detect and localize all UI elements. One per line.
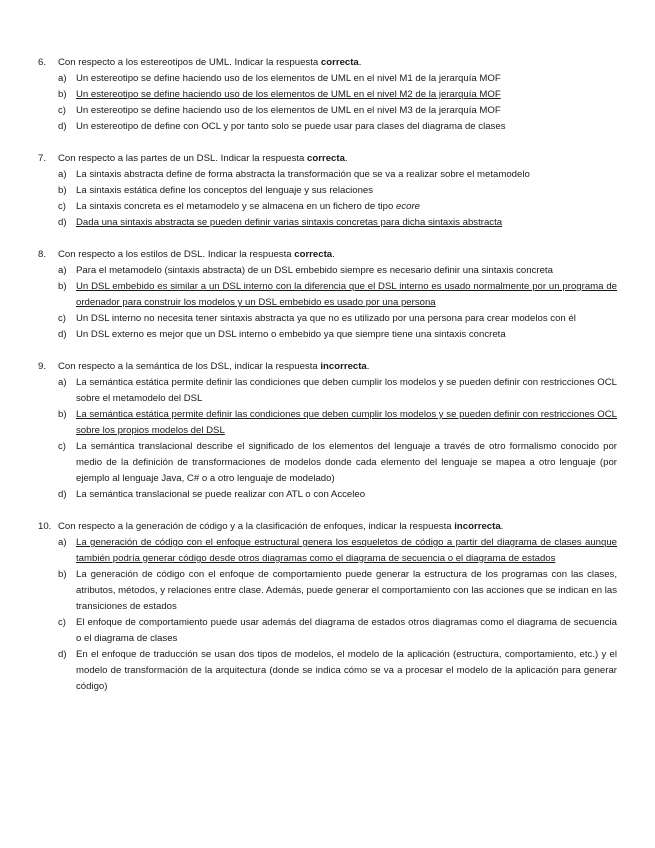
option-text: La generación de código con el enfoque de comportamiento puede generar la estructura de los programas con las clases, atributos, métodos, y relaciones entre clase. Además, puede generar el comportamiento con las acciones que se indican en las transiciones de estados (76, 569, 617, 612)
question-prompt (58, 247, 617, 263)
option-text: Un estereotipo se define haciendo uso de los elementos de UML en el nivel M3 de la jerarquía MOF (76, 105, 501, 116)
option-text: La sintaxis estática define los conceptos del lenguaje y sus relaciones (76, 185, 374, 196)
options-list (38, 71, 617, 135)
option-letter: b) (58, 569, 67, 580)
prompt-end: . (332, 249, 335, 260)
option-c (58, 439, 617, 487)
option-text-main: La sintaxis concreta es el metamodelo y se almacena en un fichero de tipo (76, 201, 396, 212)
option-text-italic: ecore (395, 201, 420, 212)
question-8 (38, 247, 617, 343)
option-letter: d) (58, 649, 67, 660)
option-c (58, 103, 617, 119)
option-text: La semántica translacional describe el significado de los elementos del lenguaje a través de otro formalismo conocido por medio de la definición de transformaciones de modelos donde cada elemento del lenguaje se mapea a otro lenguaje (por ejemplo al lenguaje Java, C# o a otro lenguaje de modelado) (76, 441, 617, 484)
question-prompt (58, 151, 617, 167)
option-d (58, 119, 617, 135)
question-number: 8. (38, 249, 47, 260)
option-d (58, 487, 617, 503)
prompt-keyword: incorrecta (320, 361, 367, 372)
option-letter: a) (58, 73, 67, 84)
option-b (58, 183, 617, 199)
option-letter: b) (58, 185, 67, 196)
option-text: Un DSL interno no necesita tener sintaxis abstracta ya que no es utilizado por una persona para crear modelos con él (76, 313, 576, 324)
options-list (38, 375, 617, 503)
option-letter: c) (58, 105, 66, 116)
question-number: 9. (38, 361, 47, 372)
option-text-correct: Un DSL embebido es similar a un DSL interno con la diferencia que el DSL interno es usado normalmente por un programa de ordenador para construir los modelos y un DSL embebido es usado por una persona (76, 281, 617, 308)
options-list (38, 167, 617, 231)
option-d (58, 327, 617, 343)
option-text-correct: Un estereotipo se define haciendo uso de los elementos de UML en el nivel M2 de la jerarquía MOF (76, 89, 501, 100)
option-b (58, 87, 617, 103)
question-9 (38, 359, 617, 503)
prompt-keyword: incorrecta (454, 521, 501, 532)
option-letter: b) (58, 409, 67, 420)
options-list (38, 535, 617, 695)
question-number: 6. (38, 57, 47, 68)
option-text: En el enfoque de traducción se usan dos tipos de modelos, el modelo de la aplicación (estructura, comportamiento, etc.) y el modelo de transformación de la arquitectura (donde se indica cómo se va a procesar el modelo de la aplicación para generar código) (76, 649, 617, 692)
option-a (58, 375, 617, 407)
option-text: La semántica estática permite definir las condiciones que deben cumplir los modelos y se pueden definir con restricciones OCL sobre el metamodelo del DSL (76, 377, 617, 404)
option-c (58, 311, 617, 327)
prompt-text: Con respecto a los estilos de DSL. Indicar la respuesta (58, 249, 295, 260)
prompt-text: Con respecto a los estereotipos de UML. Indicar la respuesta (58, 57, 321, 68)
prompt-text: Con respecto a la generación de código y a la clasificación de enfoques, indicar la respuesta (58, 521, 455, 532)
option-text: El enfoque de comportamiento puede usar además del diagrama de estados otros diagramas como el diagrama de secuencia o el diagrama de clases (76, 617, 617, 644)
option-letter: c) (58, 441, 66, 452)
option-d (58, 215, 617, 231)
option-text-correct: Dada una sintaxis abstracta se pueden definir varias sintaxis concretas para dicha sintaxis abstracta (76, 217, 503, 228)
option-letter: d) (58, 489, 67, 500)
options-list (38, 263, 617, 343)
prompt-end: . (366, 361, 370, 372)
option-letter: d) (58, 329, 67, 340)
option-a (58, 535, 617, 567)
prompt-text: Con respecto a la semántica de los DSL, indicar la respuesta (58, 361, 321, 372)
question-prompt (58, 55, 617, 71)
option-b (58, 279, 617, 311)
question-prompt (58, 359, 617, 375)
option-text: Un estereotipo de define con OCL y por tanto solo se puede usar para clases del diagrama de clases (76, 121, 506, 132)
question-prompt (58, 519, 617, 535)
option-text (76, 199, 617, 215)
option-text-correct: La generación de código con el enfoque estructural genera los esqueletos de código a partir del diagrama de clases aunque también podría generar código desde otros diagramas como el diagrama de secuencia o el diagrama de estados (76, 537, 617, 564)
option-letter: c) (58, 617, 66, 628)
option-text: Para el metamodelo (sintaxis abstracta) de un DSL embebido siempre es necesario definir una sintaxis concreta (76, 265, 553, 276)
option-a (58, 71, 617, 87)
prompt-end: . (358, 57, 362, 68)
option-c (58, 615, 617, 647)
prompt-end: . (500, 521, 504, 532)
option-b (58, 407, 617, 439)
option-letter: c) (58, 201, 66, 212)
option-text: La semántica translacional se puede realizar con ATL o con Acceleo (76, 489, 366, 500)
option-b (58, 567, 617, 615)
option-d (58, 647, 617, 695)
prompt-keyword: correcta (320, 57, 359, 68)
prompt-end: . (344, 153, 348, 164)
option-letter: c) (58, 313, 66, 324)
option-text: Un DSL externo es mejor que un DSL interno o embebido ya que siempre tiene una sintaxis concreta (76, 329, 506, 340)
question-6 (38, 55, 617, 135)
option-letter: a) (58, 265, 67, 276)
option-c (58, 199, 617, 215)
option-a (58, 263, 617, 279)
option-letter: d) (58, 121, 67, 132)
option-text-correct: La semántica estática permite definir las condiciones que deben cumplir los modelos y se pueden definir con restricciones OCL sobre los propios modelos del DSL (76, 409, 617, 436)
option-letter: a) (58, 169, 67, 180)
prompt-keyword: correcta (307, 153, 345, 164)
option-text: La sintaxis abstracta define de forma abstracta la transformación que se va a realizar sobre el metamodelo (76, 169, 530, 180)
question-number: 10. (38, 521, 52, 532)
option-letter: b) (58, 89, 67, 100)
option-letter: a) (58, 537, 67, 548)
prompt-keyword: correcta (294, 249, 333, 260)
prompt-text: Con respecto a las partes de un DSL. Indicar la respuesta (58, 153, 308, 164)
question-10 (38, 519, 617, 695)
option-letter: d) (58, 217, 67, 228)
option-letter: b) (58, 281, 67, 292)
option-a (58, 167, 617, 183)
question-7 (38, 151, 617, 231)
question-number: 7. (38, 153, 47, 164)
option-text: Un estereotipo se define haciendo uso de los elementos de UML en el nivel M1 de la jerarquía MOF (76, 73, 501, 84)
option-letter: a) (58, 377, 67, 388)
